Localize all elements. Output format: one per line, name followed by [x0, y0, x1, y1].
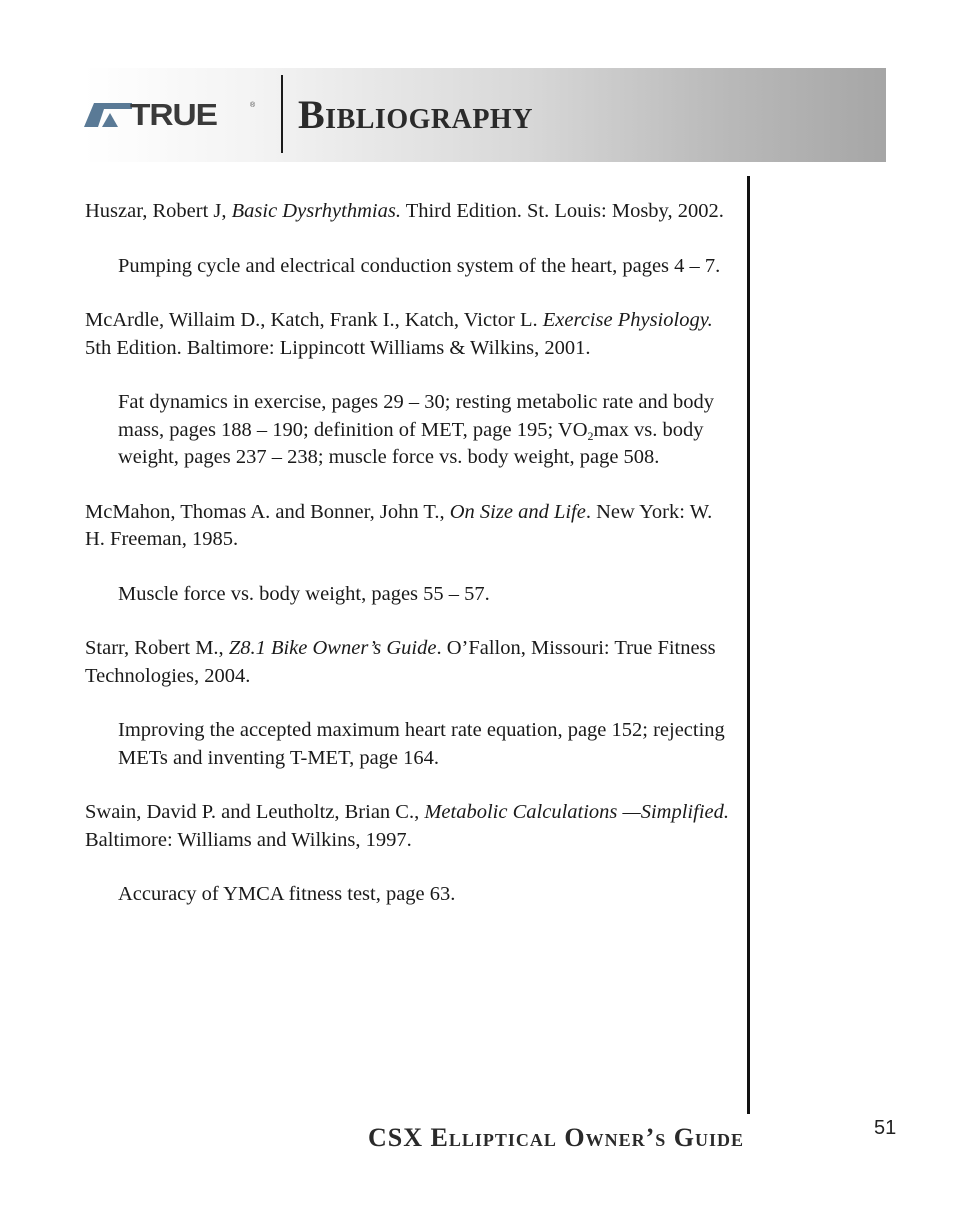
entry-note: Pumping cycle and electrical conduction system of the heart, pages 4 – 7. [118, 254, 721, 277]
entry-details: . New York: W. H. Freeman, 1985. [85, 500, 713, 550]
entry-note: Accuracy of YMCA fitness test, page 63. [118, 883, 456, 905]
guide-title: CSX Elliptical Owner’s Guide [368, 1123, 745, 1152]
logo-mark-icon [84, 103, 132, 127]
entry-details: Third Edition. St. Louis: Mosby, 2002. [400, 200, 724, 222]
entry-author: McMahon, Thomas A. and Bonner, John T., [85, 500, 450, 523]
page-title: Bibliography [298, 92, 533, 137]
bibliography-entry [85, 198, 735, 226]
entry-author: McArdle, Willaim D., Katch, Frank I., Katch, Victor L. [85, 309, 543, 331]
bibliography-entry [85, 307, 735, 362]
entry-author: Starr, Robert M., [85, 637, 229, 659]
header-divider [281, 75, 283, 153]
bibliography-entry [85, 635, 735, 690]
entry-author: Huszar, Robert J, [85, 200, 232, 222]
bibliography-entry [85, 499, 735, 554]
entry-note [118, 389, 735, 472]
entry-details: Baltimore: Williams and Wilkins, 1997. [85, 828, 412, 851]
page-number: 51 [874, 1117, 897, 1139]
logo-trademark: ® [250, 102, 256, 109]
entry-note: Muscle force vs. body weight, pages 55 – 57. [118, 582, 490, 605]
bibliography-list [85, 198, 735, 936]
logo-text: TRUE [130, 97, 217, 132]
entry-title: Basic Dysrhythmias. [231, 200, 401, 222]
margin-rule [747, 176, 750, 1114]
entry-author: Swain, David P. and Leutholtz, Brian C., [85, 801, 425, 823]
entry-title: Z8.1 Bike Owner’s Guide [228, 637, 437, 659]
subscript: 2 [587, 428, 594, 443]
entry-details: 5th Edition. Baltimore: Lippincott Williams & Wilkins, 2001. [85, 336, 591, 359]
entry-details: . O’Fallon, Missouri: True Fitness Technologies, 2004. [85, 637, 716, 687]
entry-title: On Size and Life [449, 500, 586, 523]
entry-title: Metabolic Calculations —Simplified. [424, 801, 729, 823]
entry-note-text: max vs. body weight, pages 237 – 238; muscle force vs. body weight, page 508. [118, 418, 704, 468]
entry-note: Improving the accepted maximum heart rate equation, page 152; rejecting METs and inventing T-MET, page 164. [118, 719, 725, 769]
true-logo [84, 97, 256, 132]
entry-title: Exercise Physiology. [542, 309, 713, 331]
bibliography-entry [85, 799, 735, 854]
entry-note-text: Fat dynamics in exercise, pages 29 – 30; resting metabolic rate and body mass, pages 188 – 190; definition of MET, page 195; VO [118, 391, 715, 441]
